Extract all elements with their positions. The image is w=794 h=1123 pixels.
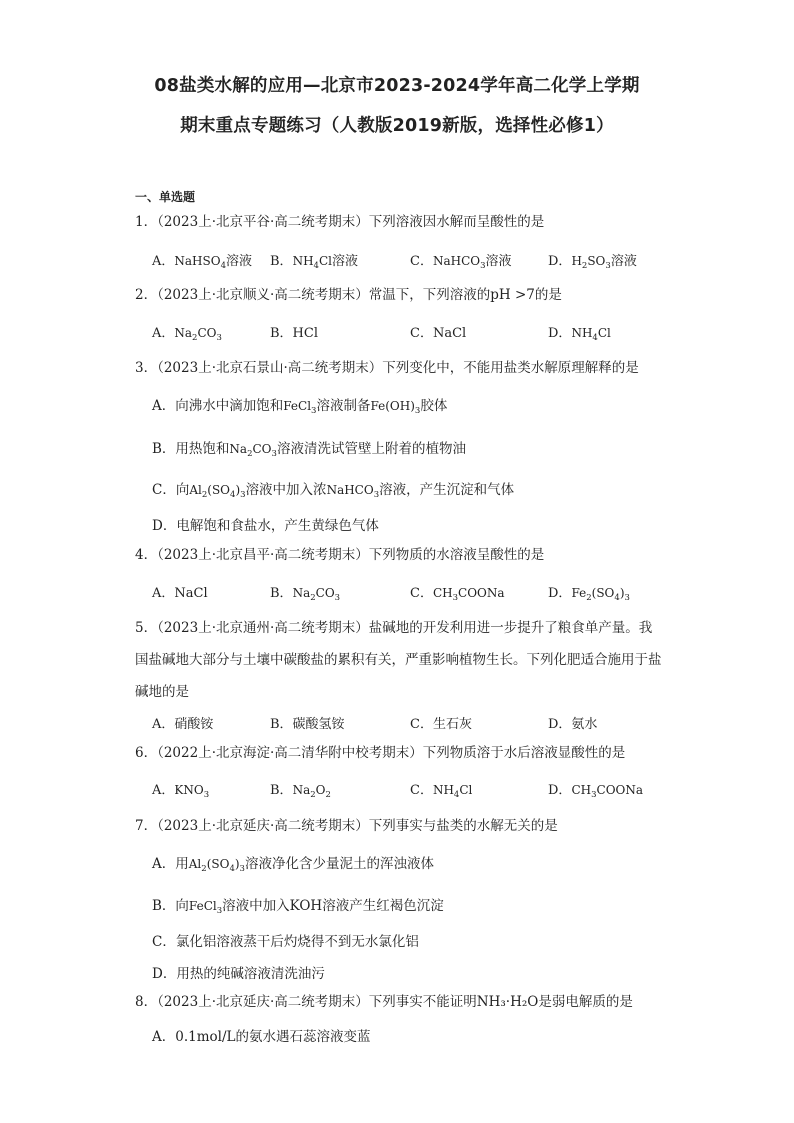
page-title-line2: 期末重点专题练习（人教版2019新版，选择性必修1） — [180, 116, 614, 136]
option-d: D．$Fe_2(SO_4)_3$ — [548, 586, 630, 603]
option-d: D．$CH_3COONa$ — [548, 783, 644, 800]
option-d: D．$H_2SO_3$溶液 — [548, 254, 637, 271]
option-b: B．HCl — [270, 326, 318, 341]
option-c: C．生石灰 — [410, 717, 472, 732]
option-a: A．用$Al_2(SO_4)_3$溶液净化含少量泥土的浑浊液体 — [152, 856, 434, 874]
section-heading: 一、单选题 — [135, 190, 196, 204]
option-c: C．$CH_3COONa$ — [410, 586, 505, 603]
option-b: B．$Na_2CO_3$ — [270, 586, 341, 603]
question-5: 5．（2023上·北京通州·高二统考期末）盐碱地的开发利用进一步提升了粮食单产量。我国盐碱地大部分与土壤中碳酸盐的累积有关，严重影响植物生长。下列化肥适合施用于盐碱地的是 — [135, 620, 662, 700]
question-1-options — [152, 250, 672, 272]
question-3: 3．（2023上·北京石景山·高二统考期末）下列变化中，不能用盐类水解原理解释的是 — [135, 360, 639, 376]
question-7: 7．（2023上·北京延庆·高二统考期末）下列事实与盐类的水解无关的是 — [135, 818, 558, 834]
option-d: D．电解饱和食盐水，产生黄绿色气体 — [152, 518, 379, 534]
option-b: B．碳酸氢铵 — [270, 717, 345, 732]
question-2-options — [152, 322, 672, 344]
question-2: 2．（2023上·北京顺义·高二统考期末）常温下，下列溶液的pH >7的是 — [135, 287, 562, 303]
option-a: A．0.1mol/L的氨水遇石蕊溶液变蓝 — [152, 1029, 371, 1045]
option-b: B．$NH_4Cl$溶液 — [270, 254, 358, 271]
option-a: A．NaHSO$_4$溶液 — [152, 254, 253, 271]
option-c: C．NaHCO$_3$溶液 — [410, 254, 512, 271]
option-a: A．向沸水中滴加饱和FeCl$_3$溶液制备$Fe(OH)_3$胶体 — [152, 398, 448, 416]
question-6: 6．（2022上·北京海淀·高二清华附中校考期末）下列物质溶于水后溶液显酸性的是 — [135, 745, 626, 761]
option-d: D．用热的纯碱溶液清洗油污 — [152, 966, 325, 982]
option-b: B．向FeCl$_3$溶液中加入KOH溶液产生红褐色沉淀 — [152, 898, 444, 916]
question-5-options — [152, 713, 672, 735]
question-4: 4．（2023上·北京昌平·高二统考期末）下列物质的水溶液呈酸性的是 — [135, 547, 545, 563]
option-a: A．$Na_2CO_3$ — [152, 326, 222, 343]
question-4-options — [152, 582, 672, 604]
option-c: C．$NH_4Cl$ — [410, 783, 473, 800]
option-c: C．NaCl — [410, 326, 467, 341]
option-b: B．$Na_2O_2$ — [270, 783, 331, 800]
option-a: A．$KNO_3$ — [152, 783, 210, 800]
option-a: A．NaCl — [152, 586, 208, 601]
question-8: 8．（2023上·北京延庆·高二统考期末）下列事实不能证明NH₃·H₂O是弱电解质的是 — [135, 994, 633, 1010]
option-d: D．$NH_4Cl$ — [548, 326, 611, 343]
question-1: 1．（2023上·北京平谷·高二统考期末）下列溶液因水解而呈酸性的是 — [135, 214, 545, 230]
option-a: A．硝酸铵 — [152, 717, 214, 732]
option-d: D．氨水 — [548, 717, 598, 732]
option-b: B．用热饱和$Na_2CO_3$溶液清洗试管壁上附着的植物油 — [152, 441, 466, 459]
question-6-options — [152, 779, 672, 801]
page-title: 08盐类水解的应用—北京市2023-2024学年高二化学上学期 — [154, 76, 640, 96]
option-c: C．氯化铝溶液蒸干后灼烧得不到无水氯化铝 — [152, 934, 419, 950]
option-c: C．向$Al_2(SO_4)_3$溶液中加入浓NaHCO$_3$溶液，产生沉淀和气体 — [152, 482, 515, 500]
